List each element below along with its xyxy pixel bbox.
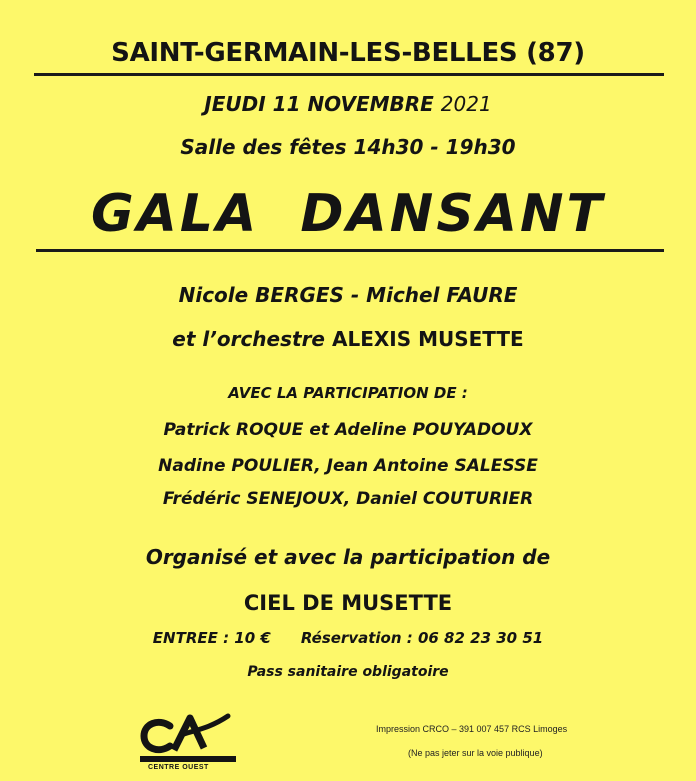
entry-reservation: [0, 629, 696, 647]
litter-notice: (Ne pas jeter sur la voie publique): [408, 748, 543, 758]
participation-heading: AVEC LA PARTICIPATION DE :: [228, 384, 468, 402]
orchestra-name: ALEXIS MUSETTE: [331, 327, 524, 351]
event-title: GALA DANSANT: [90, 184, 606, 244]
participant-line: Nadine POULIER, Jean Antoine SALESSE: [158, 456, 538, 476]
artists-line: Nicole BERGES - Michel FAURE: [178, 283, 518, 307]
credit-agricole-logo: [140, 708, 240, 768]
reservation-phone: Réservation : 06 82 23 30 51: [300, 629, 544, 647]
event-date-year: 2021: [440, 92, 492, 116]
town-heading: SAINT-GERMAIN-LES-BELLES (87): [111, 38, 585, 68]
town-underline: [34, 73, 664, 76]
printer-credit: Impression CRCO – 391 007 457 RCS Limoges: [376, 724, 568, 734]
participant-line: Frédéric SENEJOUX, Daniel COUTURIER: [162, 489, 534, 509]
organizer-name: CIEL DE MUSETTE: [243, 591, 453, 615]
logo-caption: CENTRE OUEST: [148, 764, 209, 771]
organizer-line: Organisé et avec la participation de: [145, 545, 551, 569]
entry-price: ENTREE : 10 €: [152, 629, 271, 647]
event-date: [0, 92, 696, 116]
participant-line: Patrick ROQUE et Adeline POUYADOUX: [163, 420, 533, 440]
event-date-day: JEUDI 11 NOVEMBRE: [204, 92, 434, 116]
orchestra-prefix: et l’orchestre: [172, 327, 325, 351]
event-venue-hours: Salle des fêtes 14h30 - 19h30: [180, 135, 516, 159]
title-underline: [36, 249, 664, 252]
orchestra-line: [0, 327, 696, 351]
health-pass-notice: Pass sanitaire obligatoire: [247, 664, 449, 680]
